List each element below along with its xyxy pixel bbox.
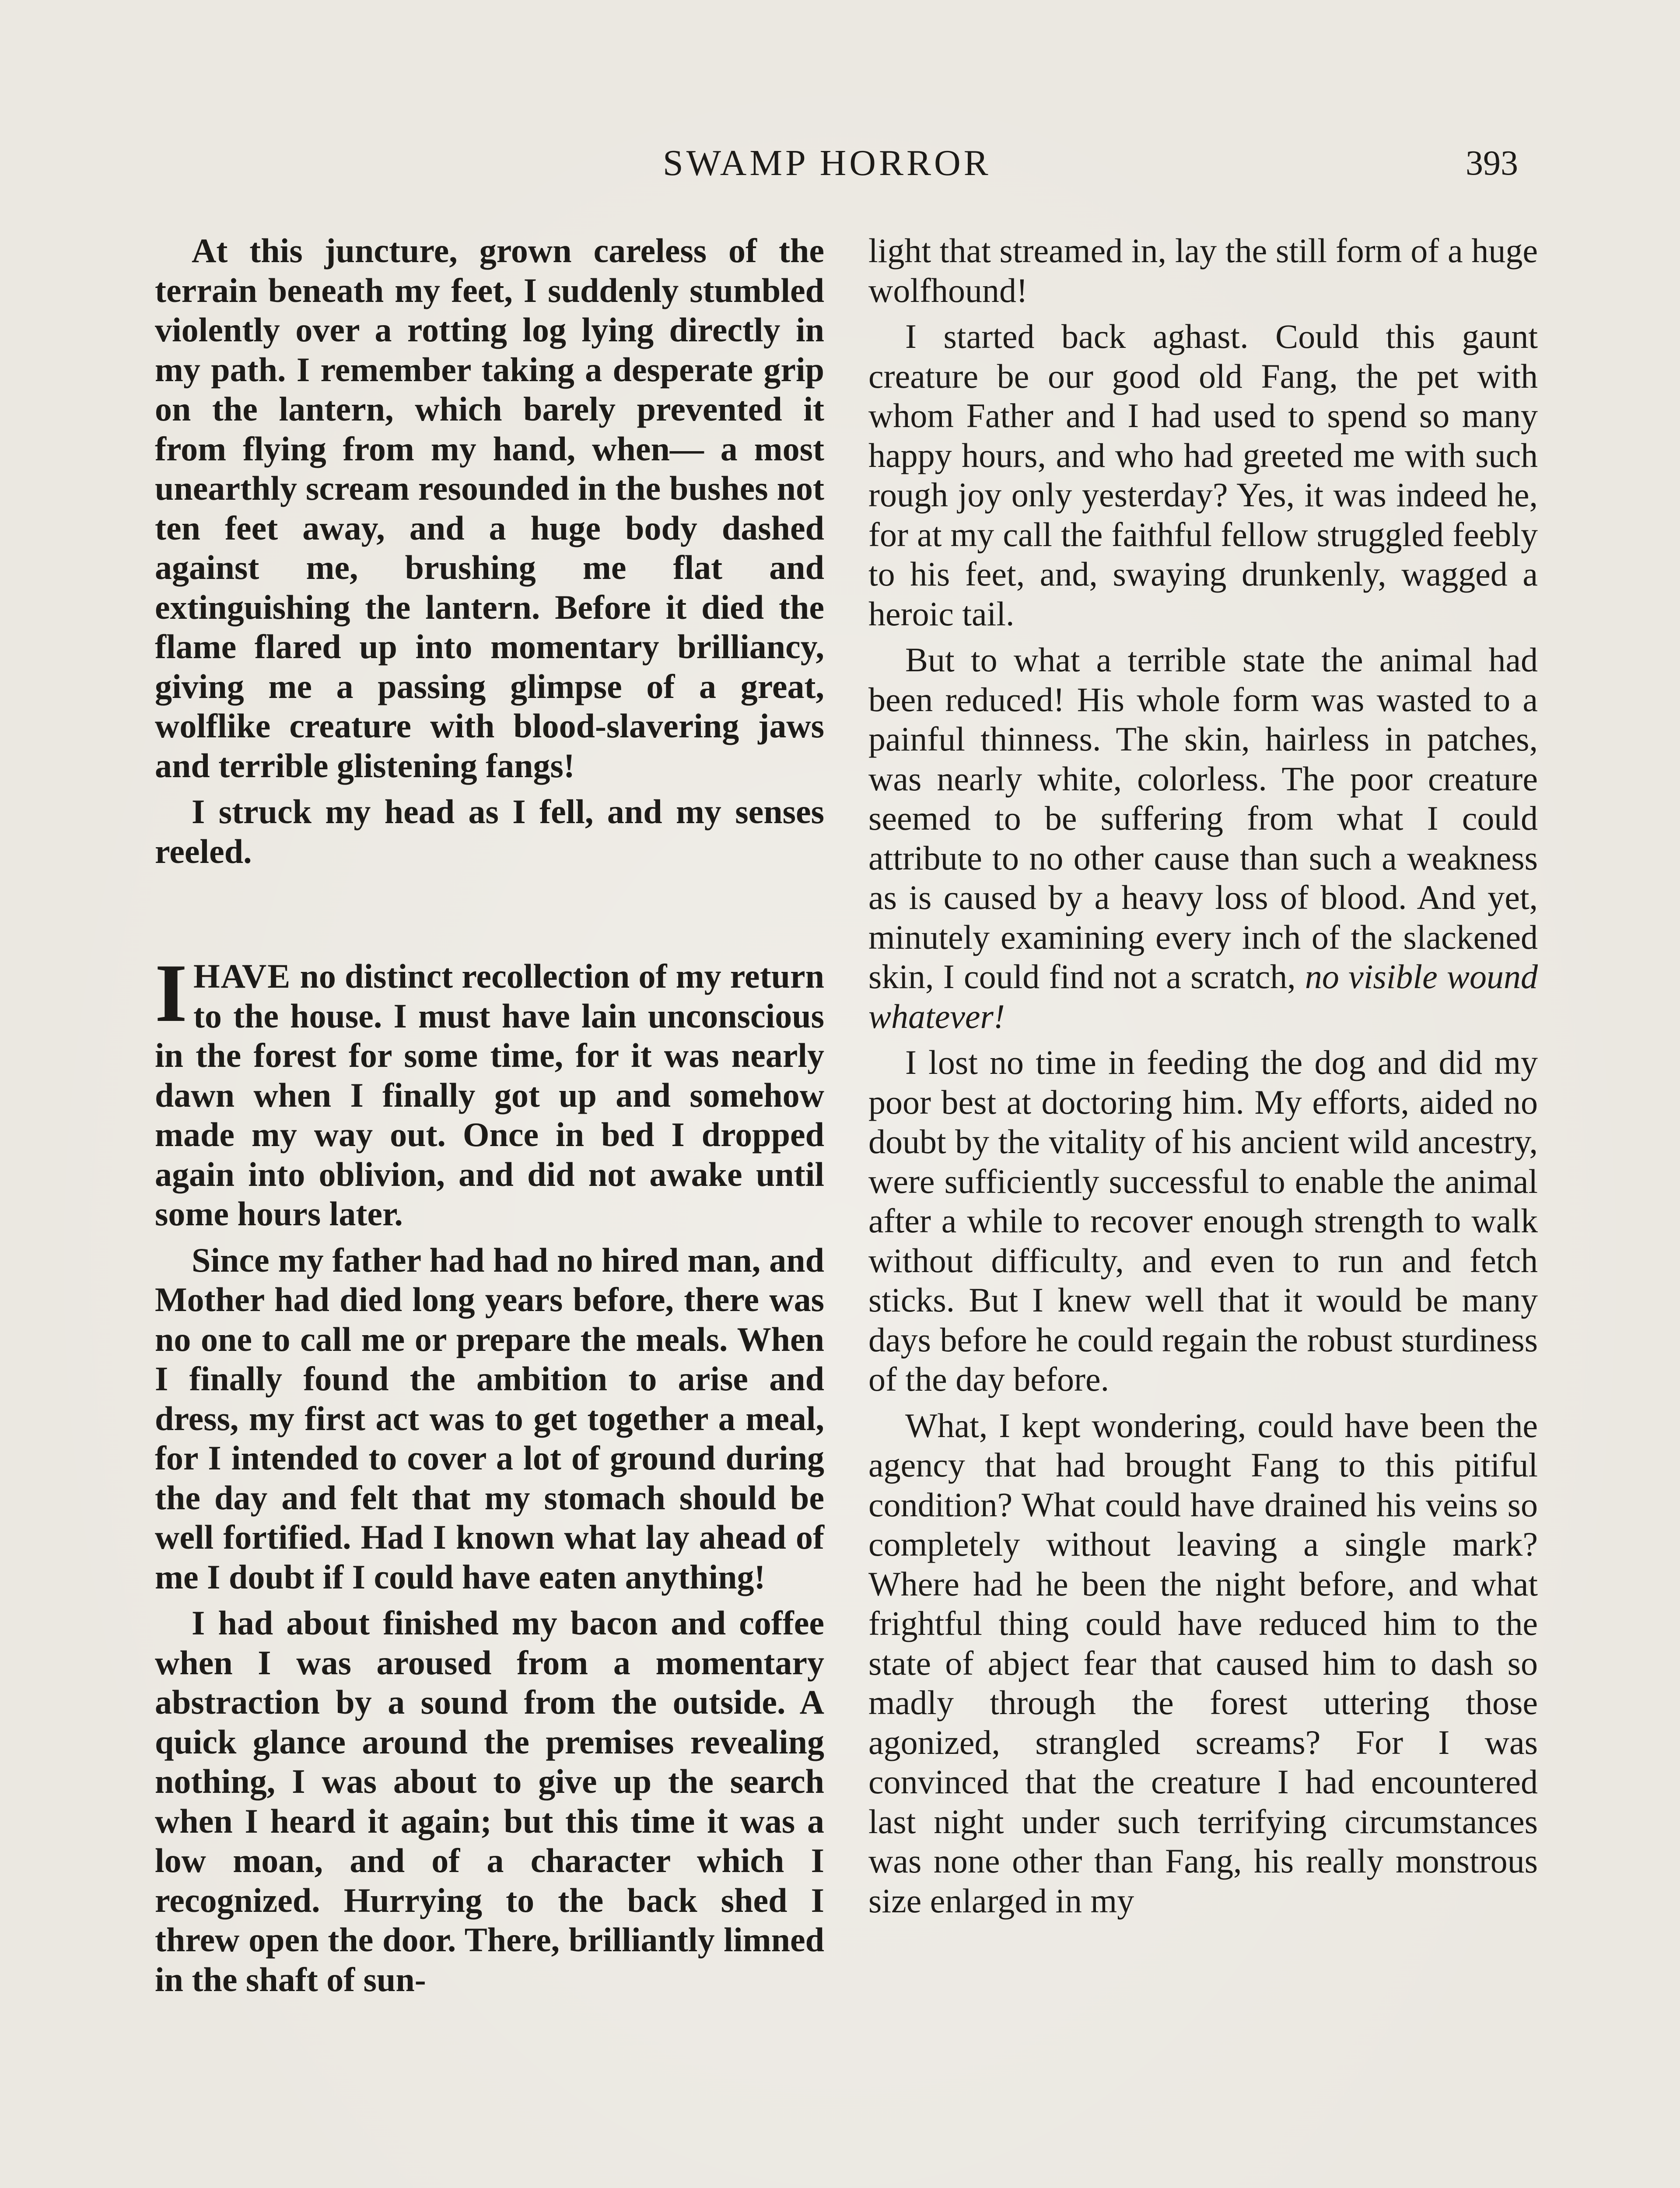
page-number: 393 bbox=[1466, 144, 1518, 182]
paragraph: Since my father had had no hired man, and Mother had died long years before, there was no one to call me or prepare the meals. When I finally found the ambition to arise and dress, my first act was to get together a meal, for I intended to cover a lot of ground during the day and felt that my stomach should be well fortified. Had I known what lay ahead of me I doubt if I could have eaten anything! bbox=[155, 1241, 824, 1596]
paragraph-continued: light that streamed in, lay the still form of a huge wolfhound! bbox=[868, 231, 1538, 309]
paragraph-text: no distinct recollection of my return to the house. I must have lain unconscious in the forest for some time, for it was nearly dawn when I finally got up and somehow made my way out. Once in bed I dropped again into oblivion, and did not awake until some hours later. bbox=[155, 957, 824, 1233]
paragraph: I struck my head as I fell, and my senses reeled. bbox=[155, 792, 824, 870]
paragraph: What, I kept wondering, could have been the agency that had brought Fang to this pitiful condition? What could have drained his veins so completely without leaving a single mark? Where had he been the night before, and what frightful thing could have reduced him to the state of abject fear that caused him to dash so madly through the forest uttering those agonized, strangled screams? For I was convinced that the creature I had encountered last night under such terrifying circumstances was none other than Fang, his really monstrous size enlarged in my bbox=[868, 1406, 1538, 1920]
right-column bbox=[868, 231, 1538, 1927]
drop-cap: I bbox=[155, 947, 187, 1039]
left-column bbox=[155, 231, 824, 2006]
paragraph: I had about finished my bacon and coffee when I was aroused from a momentary abstraction by a sound from the outside. A quick glance around the premises revealing nothing, I was about to give up the search when I heard it again; but this time it was a low moan, and of a character which I recognized. Hurrying to the back shed I threw open the door. There, brilliantly limned in the shaft of sun- bbox=[155, 1604, 824, 1999]
paragraph: I lost no time in feeding the dog and did my poor best at doctoring him. My efforts, aided no doubt by the vitality of his ancient wild ancestry, were sufficiently successful to enable the animal after a while to recover enough strength to walk without difficulty, and even to run and fetch sticks. But I knew well that it would be many days before he could regain the robust sturdiness of the day before. bbox=[868, 1043, 1538, 1398]
paragraph: I started back aghast. Could this gaunt creature be our good old Fang, the pet with whom Father and I had used to spend so many happy hours, and who had greeted me with such rough joy only yesterday? Yes, it was indeed he, for at my call the faithful fellow struggled feebly to his feet, and, swaying drunkenly, wagged a heroic tail. bbox=[868, 317, 1538, 633]
paragraph-with-drop-cap bbox=[155, 947, 824, 1234]
page-header bbox=[0, 139, 1680, 187]
paragraph bbox=[868, 640, 1538, 1036]
paragraph-text: But to what a terrible state the animal had been reduced! His whole form was wasted to a painful thinness. The skin, hairless in patches, was nearly white, colorless. The poor creature seemed to be suffering from what I could attribute to no other cause than such a weakness as is caused by a heavy loss of blood. And yet, minutely examining every inch of the slackened skin, I could find not a scratch, bbox=[868, 641, 1538, 996]
paragraph: At this juncture, grown careless of the terrain beneath my feet, I suddenly stumbled violently over a rotting log lying directly in my path. I remember taking a desperate grip on the lantern, which barely prevented it from flying from my hand, when— a most unearthly scream resounded in the bushes not ten feet away, and a huge body dashed against me, brushing me flat and extinguishing the lantern. Before it died the flame flared up into momentary brilliancy, giving me a passing glimpse of a great, wolflike creature with blood-slavering jaws and terrible glistening fangs! bbox=[155, 231, 824, 785]
small-caps-lead: HAVE bbox=[193, 957, 291, 995]
running-title: SWAMP HORROR bbox=[663, 143, 991, 183]
section-break bbox=[155, 878, 824, 957]
italic-emphasis: no visible wound whatever! bbox=[868, 957, 1538, 1035]
